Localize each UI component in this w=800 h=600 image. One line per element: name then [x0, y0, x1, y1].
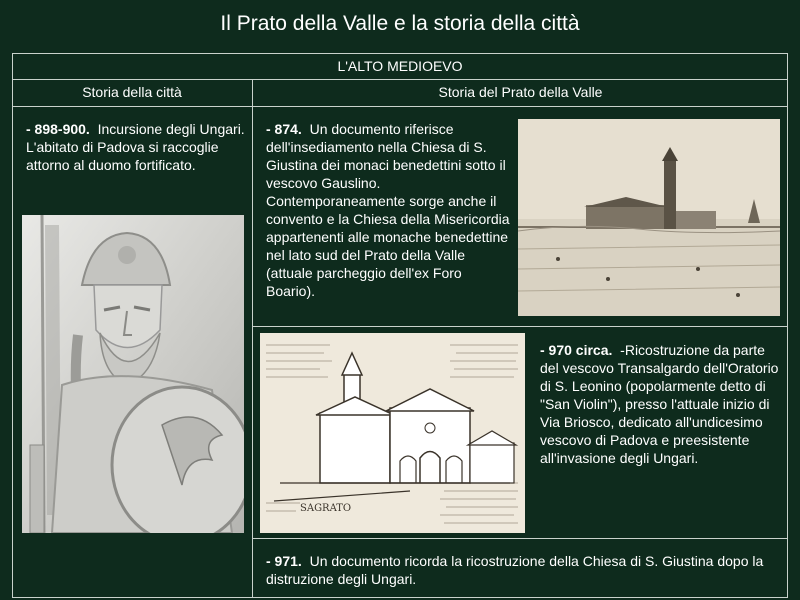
page-title: Il Prato della Valle e la storia della città: [220, 12, 580, 35]
entry-text: Un documento riferisce dell'insediamento nella Chiesa di S. Giustina dei monaci benedettini sotto il vescovo Gauslino. Contemporaneamente sorge anche il convento e la Chiesa della Misericordia appartenenti alle monache benedettine nel lato sud del Prato della Valle (attuale parcheggio dell'ex Foro Boario).: [266, 121, 510, 299]
entry-text: Incursione degli Ungari. L'abitato di Padova si raccoglie attorno al duomo fortificato.: [26, 121, 245, 173]
period-header: L'ALTO MEDIOEVO: [337, 58, 463, 74]
entry-874: [266, 120, 514, 300]
entry-date: - 971.: [266, 553, 302, 569]
oratory-drawing-image: [260, 333, 525, 533]
entry-date: - 898-900.: [26, 121, 90, 137]
entry-970: [540, 341, 780, 467]
entry-date: - 970 circa.: [540, 342, 613, 358]
column-header-prato: Storia del Prato della Valle: [438, 84, 603, 100]
entry-text: -Ricostruzione da parte del vescovo Transalgardo dell'Oratorio di S. Leonino (popolarmente detto di "San Violin"), presso l'attuale inizio di Via Briosco, dedicato all'undicesimo vescovo di Padova e preesistente all'invasione degli Ungari.: [540, 342, 779, 466]
table-divider: [252, 326, 788, 327]
entry-date: - 874.: [266, 121, 302, 137]
warrior-relief-image: [22, 215, 244, 533]
table-divider: [12, 106, 788, 107]
entry-971: [266, 552, 781, 588]
drawing-caption: SAGRATO: [300, 503, 352, 514]
column-header-city: Storia della città: [82, 84, 182, 100]
entry-text: Un documento ricorda la ricostruzione della Chiesa di S. Giustina dopo la distruzione degli Ungari.: [266, 553, 764, 587]
table-divider: [252, 79, 253, 598]
abbey-landscape-image: [518, 119, 780, 316]
entry-898-900: [26, 120, 248, 174]
table-divider: [252, 538, 788, 539]
